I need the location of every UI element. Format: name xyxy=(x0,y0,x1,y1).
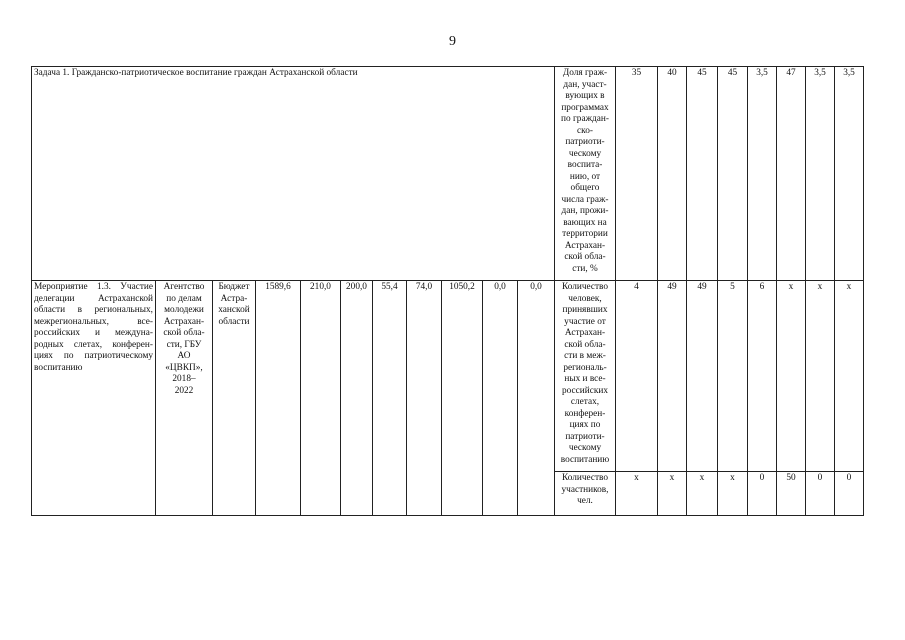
indicator-value: 6 xyxy=(748,281,777,472)
task-title: Задача 1. Гражданско-патриотическое воспитание граждан Астраханской области xyxy=(32,67,555,281)
financing-value: 55,4 xyxy=(373,281,407,516)
financing-value: 0,0 xyxy=(518,281,555,516)
indicator-value: х xyxy=(687,472,718,516)
task-indicator: Доля граж- дан, участ- вующих в программах по граждан- ско- патриоти- ческому воспита- нию, от общего числа граж- дан, прожи- вающих на территории Астрахан- ской обла- сти, % xyxy=(555,67,616,281)
indicator-value: х xyxy=(658,472,687,516)
indicator-value: 49 xyxy=(687,281,718,472)
measure-name: Мероприятие 1.3. Участие делегации Астраханской области в региональных, межрегиональных, все-российских и междуна-родных слетах, конферен-циях по патриотическому воспитанию xyxy=(32,281,156,516)
indicator-value: 0 xyxy=(835,472,864,516)
measure-source: Бюджет Астра- ханской области xyxy=(213,281,256,516)
indicator-value: 4 xyxy=(616,281,658,472)
financing-value: 1050,2 xyxy=(442,281,483,516)
page-number: 9 xyxy=(449,34,456,49)
indicator-value: 50 xyxy=(777,472,806,516)
task-value: 47 xyxy=(777,67,806,281)
financing-value: 0,0 xyxy=(483,281,518,516)
task-value: 3,5 xyxy=(835,67,864,281)
task-value: 40 xyxy=(658,67,687,281)
task-value: 45 xyxy=(718,67,748,281)
indicator-value: х xyxy=(806,281,835,472)
task-value: 3,5 xyxy=(748,67,777,281)
financing-value: 210,0 xyxy=(301,281,341,516)
task-value: 45 xyxy=(687,67,718,281)
financing-value: 1589,6 xyxy=(256,281,301,516)
indicator-value: 5 xyxy=(718,281,748,472)
measure-indicator: Количество человек, принявших участие от Астрахан- ской обла- сти в меж- региональ- ных и все- российских слетах, конферен- циях по патриоти- ческому воспитанию xyxy=(555,281,616,472)
task-value: 35 xyxy=(616,67,658,281)
measure-row xyxy=(32,281,864,472)
measure-executor: Агентство по делам молодежи Астрахан- ской обла- сти, ГБУ АО «ЦВКП», 2018– 2022 xyxy=(156,281,213,516)
indicator-value: х xyxy=(777,281,806,472)
indicator-value: 0 xyxy=(806,472,835,516)
measure-indicator: Количество участников, чел. xyxy=(555,472,616,516)
financing-value: 74,0 xyxy=(407,281,442,516)
indicator-value: 49 xyxy=(658,281,687,472)
program-table xyxy=(31,66,864,516)
financing-value: 200,0 xyxy=(341,281,373,516)
indicator-value: х xyxy=(718,472,748,516)
indicator-value: х xyxy=(616,472,658,516)
task-row xyxy=(32,67,864,281)
task-value: 3,5 xyxy=(806,67,835,281)
indicator-value: х xyxy=(835,281,864,472)
indicator-value: 0 xyxy=(748,472,777,516)
